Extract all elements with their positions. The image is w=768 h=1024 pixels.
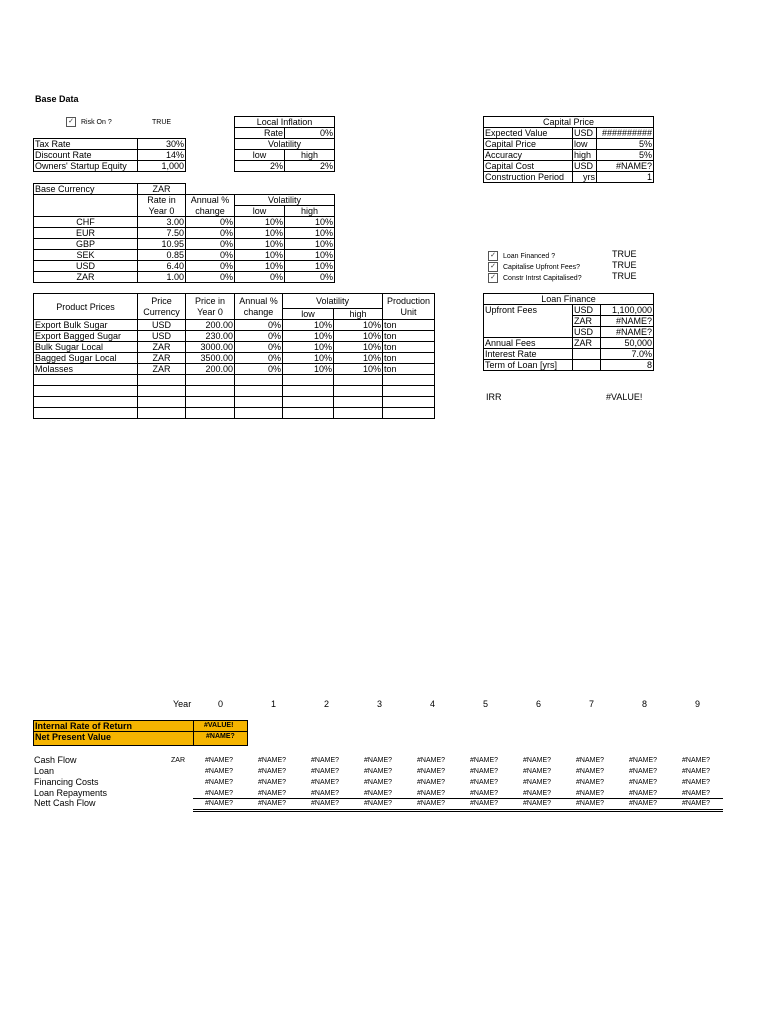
cp-row-value[interactable]: 5% [597,150,654,161]
cashflow-cell[interactable]: #NAME? [417,790,446,797]
table-row [34,408,435,419]
cashflow-cell[interactable]: #NAME? [311,779,340,786]
cashflow-cell[interactable]: #NAME? [576,768,605,775]
cashflow-cell[interactable]: #NAME? [311,800,340,807]
cashflow-cell[interactable]: #NAME? [258,790,287,797]
currency-rate[interactable]: 7.50 [138,228,186,239]
table-row [34,250,335,261]
irr-col-divider [193,720,194,745]
cashflow-cell[interactable]: #NAME? [523,800,552,807]
loan-financed-checkbox[interactable]: ✓ [488,251,498,261]
inflation-volatility-label: Volatility [235,139,335,150]
cashflow-cell[interactable]: #NAME? [364,757,393,764]
product-high-header: high [334,309,383,320]
production-unit-header [383,294,435,320]
cashflow-cell[interactable]: #NAME? [682,757,711,764]
cp-row-label: Accuracy [484,150,573,161]
cashflow-cell[interactable]: #NAME? [364,768,393,775]
year-header: 4 [430,699,436,709]
cashflow-cell[interactable]: #NAME? [629,790,658,797]
year-header: 7 [589,699,595,709]
currency-annual[interactable]: 0% [186,239,235,250]
nett-cashflow-label: Nett Cash Flow [34,798,96,808]
production-unit-line1: Production [386,295,431,306]
volatility-header: Volatility [235,195,335,206]
product-low[interactable]: 10% [283,342,334,353]
table-row [34,239,335,250]
product-currency[interactable]: USD [138,331,186,342]
product-price[interactable]: 3000.00 [186,342,235,353]
loan-term-unit [573,360,601,371]
rate-header-2: Year 0 [138,206,186,217]
product-name: Molasses [34,364,138,375]
cashflow-cell[interactable]: #NAME? [682,800,711,807]
irr-label: IRR [486,392,502,402]
loan-term-value[interactable]: 8 [601,360,654,371]
cp-row-unit: low [573,139,597,150]
inflation-low-label: low [235,150,285,161]
discount-rate-value[interactable]: 14% [138,150,186,161]
cashflow-cell[interactable]: #NAME? [205,768,234,775]
inflation-rate-label: Rate [235,128,285,139]
cashflow-cell[interactable]: #NAME? [470,800,499,807]
risk-checkbox[interactable]: ✓ [66,117,76,127]
table-row [34,386,435,397]
cashflow-cell[interactable]: #NAME? [311,768,340,775]
total-bottom-rule-2 [193,811,723,812]
annual-fees-value[interactable]: 50,000 [601,338,654,349]
product-price[interactable]: 3500.00 [186,353,235,364]
product-high[interactable]: 10% [334,342,383,353]
discount-rate-label: Discount Rate [34,150,138,161]
cashflow-cell[interactable]: #NAME? [523,790,552,797]
cashflow-cell[interactable]: #NAME? [364,790,393,797]
upfront-value[interactable]: #NAME? [601,327,654,338]
year-header: 9 [695,699,701,709]
year-header: 5 [483,699,489,709]
upfront-value[interactable]: 1,100,000 [601,305,654,316]
upfront-unit: USD [573,327,601,338]
cashflow-cell[interactable]: #NAME? [311,790,340,797]
product-annual-header [235,294,283,320]
cashflow-cell[interactable]: #NAME? [470,768,499,775]
npv-row-value: #NAME? [206,733,235,740]
local-inflation-table [234,116,335,172]
price-year0-line1: Price in [194,295,225,306]
risk-value: TRUE [152,119,172,126]
npv-row-label: Net Present Value [35,732,112,742]
table-row [34,217,335,228]
currency-low[interactable]: 10% [235,261,285,272]
cashflow-cell[interactable]: #NAME? [576,790,605,797]
price-currency-line2: Currency [143,306,180,317]
upfront-unit: ZAR [573,316,601,327]
production-unit-line2: Unit [400,306,417,317]
annual-fees-unit: ZAR [573,338,601,349]
loan-finance-title: Loan Finance [484,294,654,305]
currency-high[interactable]: 0% [285,272,335,283]
product-price[interactable]: 200.00 [186,320,235,331]
cp-row-value[interactable]: 5% [597,139,654,150]
cashflow-cell[interactable]: #NAME? [523,768,552,775]
loan-label: Loan [34,766,55,776]
cashflow-cell[interactable]: #NAME? [682,779,711,786]
product-annual[interactable]: 0% [235,320,283,331]
currency-rate[interactable]: 0.85 [138,250,186,261]
cp-row-value[interactable]: ########## [597,128,654,139]
table-row [34,261,335,272]
cashflow-cell[interactable]: #NAME? [258,800,287,807]
interest-rate-unit [573,349,601,360]
table-row [34,364,435,375]
total-top-rule [193,798,723,799]
product-annual-line1: Annual % [239,295,278,306]
currency-high[interactable]: 10% [285,228,335,239]
product-low[interactable]: 10% [283,320,334,331]
loan-financed-label: Loan Financed ? [503,253,556,260]
cashflow-cell[interactable]: #NAME? [629,768,658,775]
cashflow-cell[interactable]: #NAME? [311,757,340,764]
year-header: 1 [271,699,277,709]
cashflow-cell[interactable]: #NAME? [417,800,446,807]
cashflow-cell[interactable]: #NAME? [258,779,287,786]
currency-rate[interactable]: 1.00 [138,272,186,283]
cashflow-cell[interactable]: #NAME? [205,757,234,764]
currency-low[interactable]: 10% [235,217,285,228]
cp-row-label: Capital Cost [484,161,573,172]
currency-code: GBP [34,239,138,250]
irr-value: #VALUE! [606,392,643,402]
price-currency-line1: Price [151,295,172,306]
cashflow-cell[interactable]: #NAME? [576,757,605,764]
table-row [34,331,435,342]
inflation-low-value[interactable]: 2% [235,161,285,172]
currency-code: CHF [34,217,138,228]
loan-term-label: Term of Loan [yrs] [484,360,573,371]
product-name: Export Bagged Sugar [34,331,138,342]
currency-high[interactable]: 10% [285,239,335,250]
total-bottom-rule-1 [193,809,723,810]
currency-low[interactable]: 10% [235,228,285,239]
price-year0-line2: Year 0 [197,306,223,317]
currency-annual[interactable]: 0% [186,250,235,261]
year-header: 8 [642,699,648,709]
currency-code: EUR [34,228,138,239]
cashflow-cell[interactable]: #NAME? [470,779,499,786]
annual-header: Annual % [186,195,235,206]
product-low-header: low [283,309,334,320]
high-header: high [285,206,335,217]
cashflow-cell[interactable]: #NAME? [417,757,446,764]
product-currency[interactable]: USD [138,320,186,331]
inflation-rate-value[interactable]: 0% [285,128,335,139]
product-high[interactable]: 10% [334,353,383,364]
product-unit[interactable]: ton [383,364,435,375]
table-row [34,375,435,386]
cashflow-cell[interactable]: #NAME? [470,757,499,764]
year-header: 6 [536,699,542,709]
product-high[interactable]: 10% [334,364,383,375]
currency-high[interactable]: 10% [285,217,335,228]
rate-header: Rate in [138,195,186,206]
local-inflation-title: Local Inflation [235,117,335,128]
table-row [34,228,335,239]
cashflow-cell[interactable]: #NAME? [470,790,499,797]
cp-row-unit: USD [573,161,597,172]
product-high[interactable]: 10% [334,320,383,331]
product-low[interactable]: 10% [283,331,334,342]
constr-interest-value: TRUE [612,271,637,281]
cashflow-cell[interactable]: #NAME? [576,800,605,807]
annual-header-2: change [186,206,235,217]
capital-price-table [483,116,654,183]
cashflow-cell[interactable]: #NAME? [629,757,658,764]
constr-interest-label: Constr Intrst Capitalised? [503,275,582,282]
product-currency[interactable]: ZAR [138,353,186,364]
inflation-high-label: high [285,150,335,161]
cashflow-cell[interactable]: #NAME? [205,790,234,797]
cashflow-cell[interactable]: #NAME? [417,768,446,775]
currency-code: ZAR [34,272,138,283]
currency-low[interactable]: 0% [235,272,285,283]
product-name: Bagged Sugar Local [34,353,138,364]
risk-label: Risk On ? [81,119,112,126]
year-header: 0 [218,699,224,709]
tax-rate-label: Tax Rate [34,139,138,150]
year-header: 2 [324,699,330,709]
table-row [34,397,435,408]
product-low[interactable]: 10% [283,364,334,375]
cashflow-cell[interactable]: #NAME? [682,768,711,775]
cp-row-unit: yrs [573,172,597,183]
price-year0-header [186,294,235,320]
product-high[interactable]: 10% [334,331,383,342]
product-unit[interactable]: ton [383,331,435,342]
product-volatility-header: Volatility [283,294,383,309]
page-title: Base Data [35,94,79,104]
table-row [34,342,435,353]
base-currency-value[interactable]: ZAR [138,184,186,195]
constr-interest-checkbox[interactable]: ✓ [488,273,498,283]
cashflow-cell[interactable]: #NAME? [523,779,552,786]
product-unit[interactable]: ton [383,342,435,353]
cp-row-value[interactable]: 1 [597,172,654,183]
product-price[interactable]: 200.00 [186,364,235,375]
cp-row-label: Construction Period [484,172,573,183]
product-currency[interactable]: ZAR [138,342,186,353]
cp-row-unit: USD [573,128,597,139]
table-row [34,353,435,364]
cashflow-label: Cash Flow [34,755,77,765]
interest-rate-label: Interest Rate [484,349,573,360]
capitalise-fees-checkbox[interactable]: ✓ [488,262,498,272]
product-name: Export Bulk Sugar [34,320,138,331]
currency-rate[interactable]: 10.95 [138,239,186,250]
cashflow-currency: ZAR [171,757,185,764]
currency-low[interactable]: 10% [235,250,285,261]
currency-code: SEK [34,250,138,261]
equity-label: Owners' Startup Equity [34,161,138,172]
price-currency-header [138,294,186,320]
cashflow-cell[interactable]: #NAME? [682,790,711,797]
currency-annual[interactable]: 0% [186,272,235,283]
currency-table [33,183,335,283]
loan-financed-value: TRUE [612,249,637,259]
product-annual[interactable]: 0% [235,364,283,375]
cp-row-label: Expected Value [484,128,573,139]
product-low[interactable]: 10% [283,353,334,364]
loan-finance-table [483,293,654,371]
upfront-value[interactable]: #NAME? [601,316,654,327]
product-price[interactable]: 230.00 [186,331,235,342]
irr-row-value: #VALUE! [204,722,234,729]
tax-rate-value[interactable]: 30% [138,139,186,150]
capitalise-fees-label: Capitalise Upfront Fees? [503,264,581,271]
cashflow-cell[interactable]: #NAME? [523,757,552,764]
equity-value[interactable]: 1,000 [138,161,186,172]
cp-row-label: Capital Price [484,139,573,150]
upfront-unit: USD [573,305,601,316]
product-annual[interactable]: 0% [235,342,283,353]
currency-low[interactable]: 10% [235,239,285,250]
cashflow-cell[interactable]: #NAME? [205,779,234,786]
cashflow-cell[interactable]: #NAME? [364,779,393,786]
product-unit[interactable]: ton [383,320,435,331]
cashflow-cell[interactable]: #NAME? [364,800,393,807]
base-currency-label: Base Currency [34,184,138,195]
product-annual[interactable]: 0% [235,331,283,342]
cashflow-cell[interactable]: #NAME? [258,757,287,764]
low-header: low [235,206,285,217]
cp-row-unit: high [573,150,597,161]
product-prices-header: Product Prices [34,294,138,320]
cashflow-cell[interactable]: #NAME? [205,800,234,807]
capital-price-title: Capital Price [484,117,654,128]
table-row [34,320,435,331]
irr-row-label: Internal Rate of Return [35,721,133,731]
year-header: 3 [377,699,383,709]
cashflow-cell[interactable]: #NAME? [629,779,658,786]
financing-costs-label: Financing Costs [34,777,99,787]
annual-fees-label: Annual Fees [484,338,573,349]
currency-high[interactable]: 10% [285,250,335,261]
year-label: Year [173,699,192,709]
interest-rate-value[interactable]: 7.0% [601,349,654,360]
cashflow-cell[interactable]: #NAME? [576,779,605,786]
product-annual-line2: change [243,306,274,317]
cashflow-cell[interactable]: #NAME? [417,779,446,786]
currency-rate[interactable]: 6.40 [138,261,186,272]
product-name: Bulk Sugar Local [34,342,138,353]
products-table [33,293,435,419]
basics-table [33,138,186,172]
cashflow-cell[interactable]: #NAME? [629,800,658,807]
upfront-fees-label: Upfront Fees [484,305,573,338]
inflation-high-value[interactable]: 2% [285,161,335,172]
loan-repayments-label: Loan Repayments [34,788,108,798]
product-annual[interactable]: 0% [235,353,283,364]
currency-high[interactable]: 10% [285,261,335,272]
capitalise-fees-value: TRUE [612,260,637,270]
product-unit[interactable]: ton [383,353,435,364]
currency-annual[interactable]: 0% [186,261,235,272]
product-currency[interactable]: ZAR [138,364,186,375]
currency-code: USD [34,261,138,272]
table-row [34,272,335,283]
currency-annual[interactable]: 0% [186,228,235,239]
cp-row-value[interactable]: #NAME? [597,161,654,172]
currency-annual[interactable]: 0% [186,217,235,228]
cashflow-cell[interactable]: #NAME? [258,768,287,775]
currency-rate[interactable]: 3.00 [138,217,186,228]
